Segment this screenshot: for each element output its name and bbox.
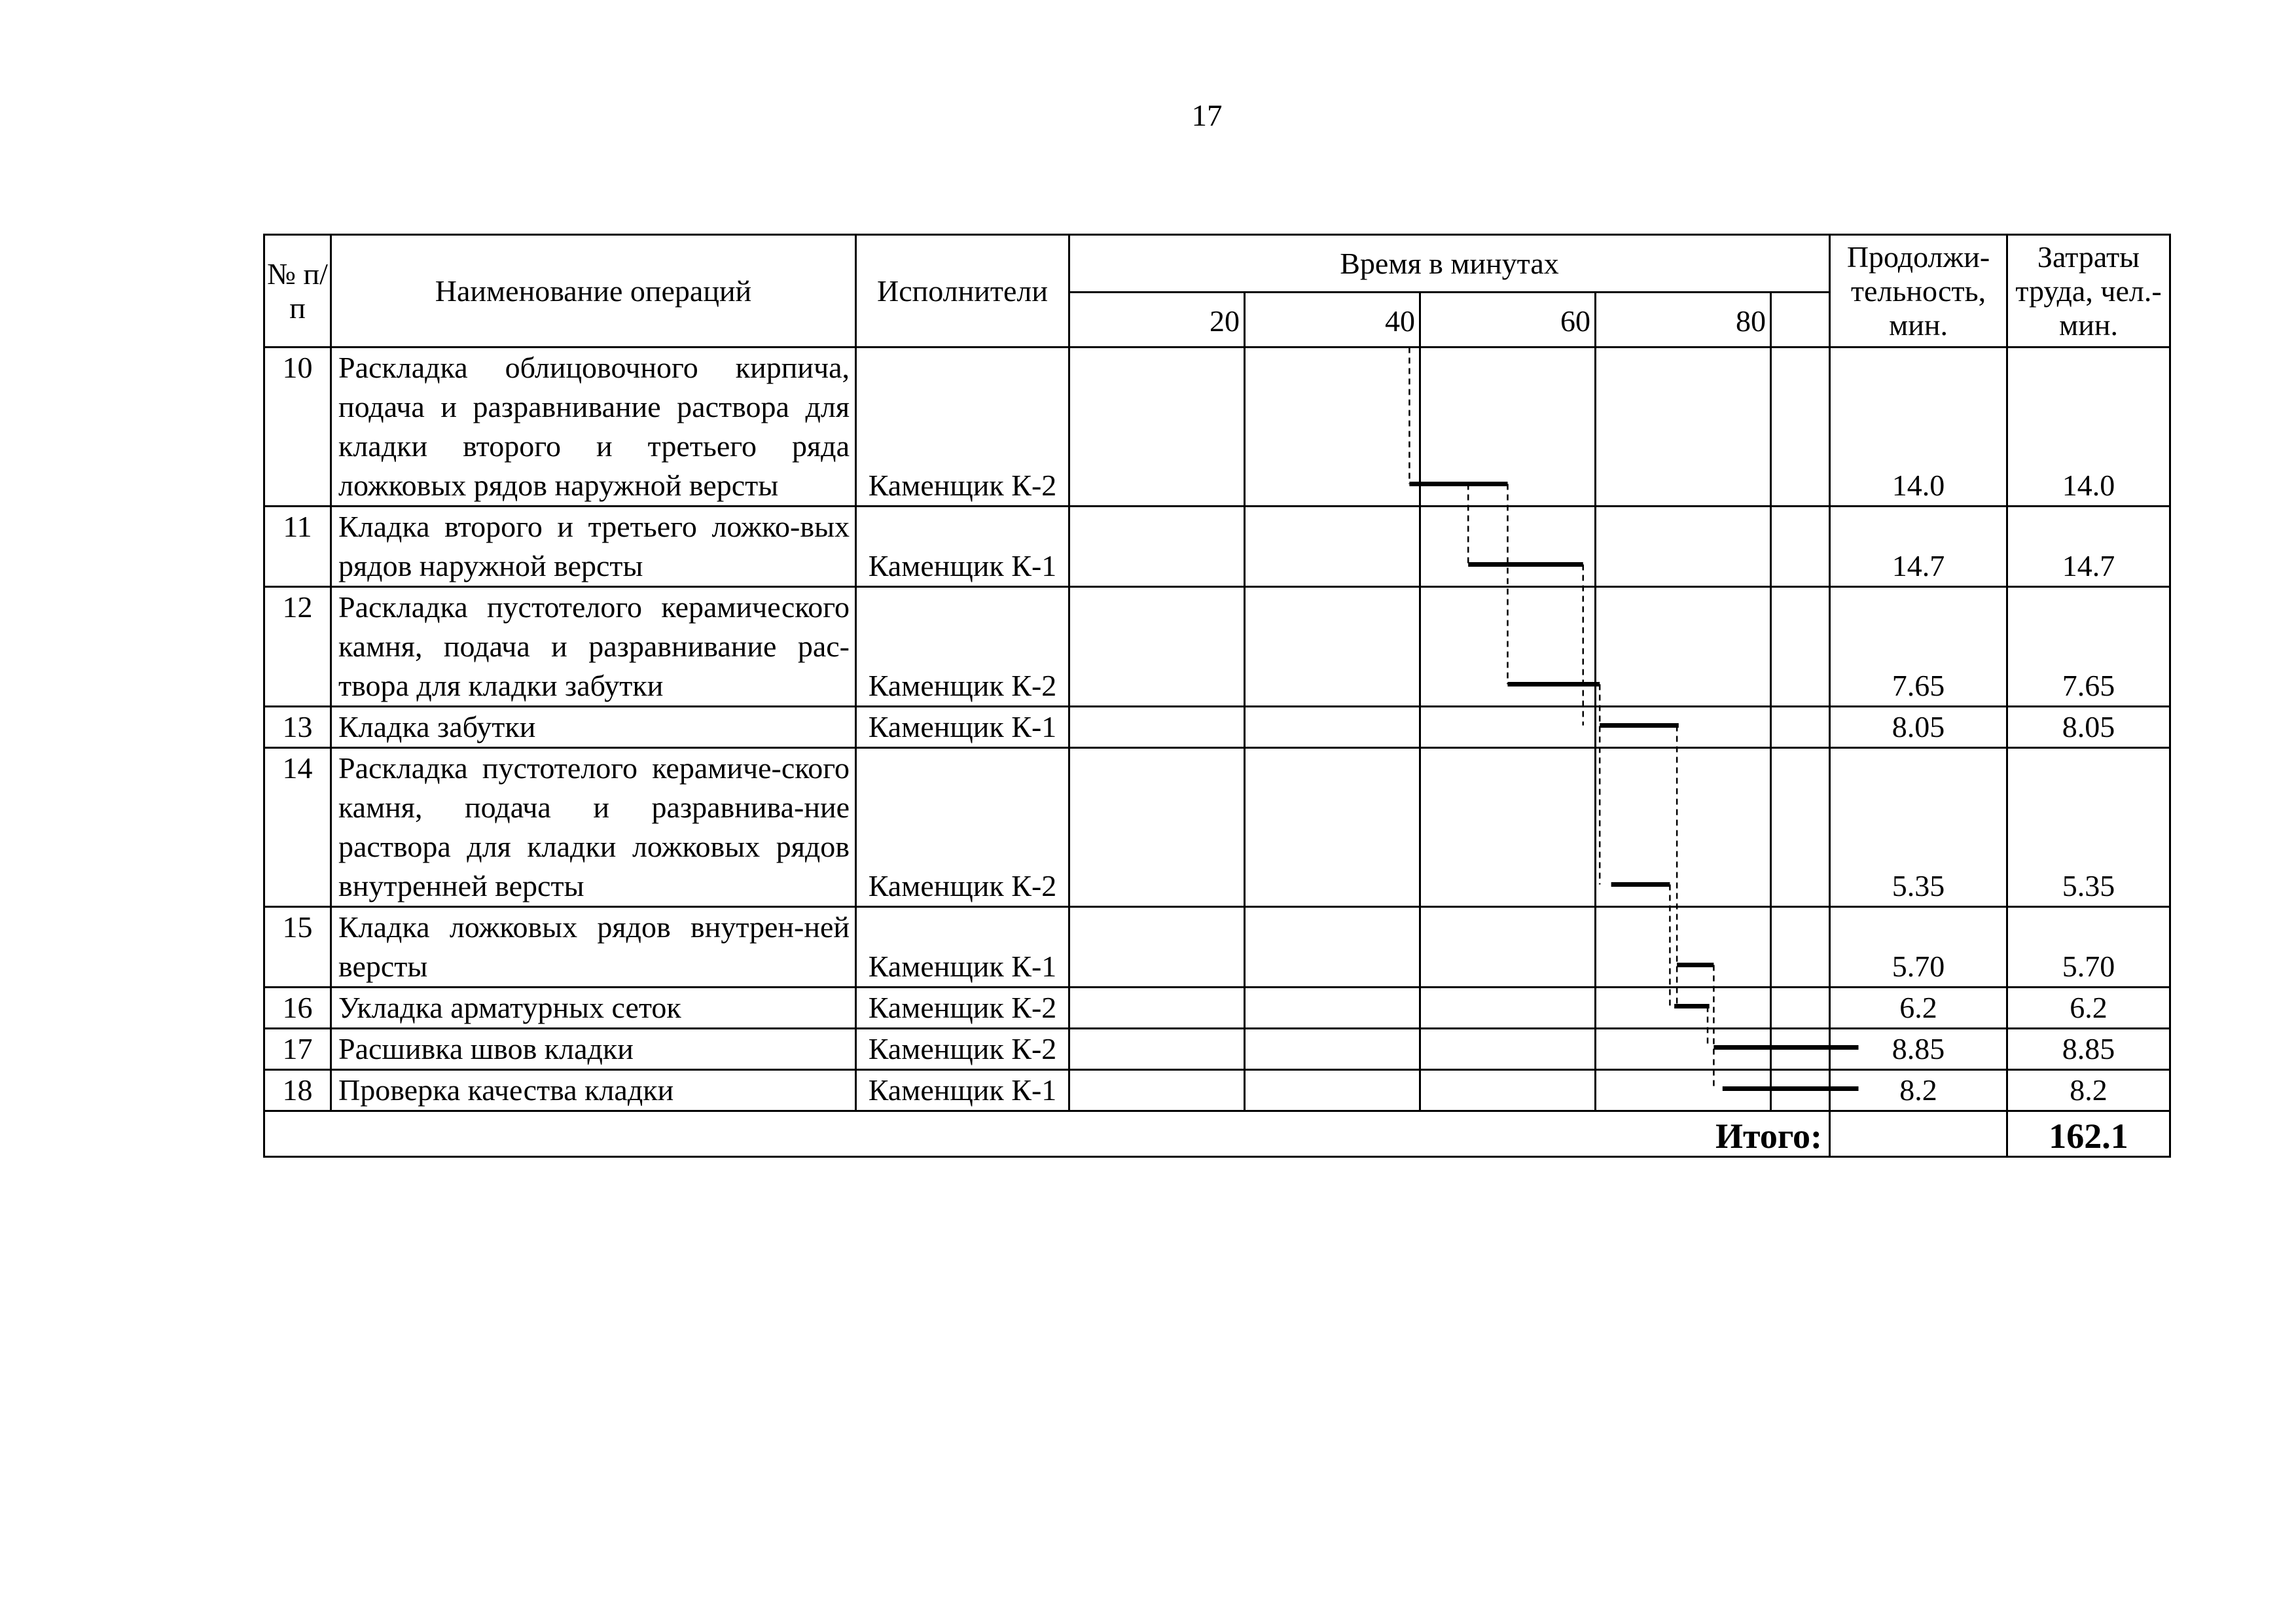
duration-value: 6.2 bbox=[1830, 988, 2007, 1029]
row-number: 18 bbox=[264, 1070, 331, 1111]
duration-value: 5.35 bbox=[1830, 748, 2007, 907]
header-num: № п/п bbox=[264, 235, 331, 348]
labor-value: 5.70 bbox=[2007, 907, 2170, 988]
duration-value: 8.05 bbox=[1830, 707, 2007, 748]
time-tick: 40 bbox=[1245, 293, 1420, 348]
executor: Каменщик К-1 bbox=[856, 1070, 1069, 1111]
time-tick: 60 bbox=[1420, 293, 1596, 348]
duration-value: 14.7 bbox=[1830, 507, 2007, 587]
duration-value: 5.70 bbox=[1830, 907, 2007, 988]
executor: Каменщик К-2 bbox=[856, 587, 1069, 707]
executor: Каменщик К-2 bbox=[856, 988, 1069, 1029]
labor-value: 7.65 bbox=[2007, 587, 2170, 707]
operation-name: Проверка качества кладки bbox=[331, 1070, 856, 1111]
row-number: 12 bbox=[264, 587, 331, 707]
row-number: 16 bbox=[264, 988, 331, 1029]
executor: Каменщик К-2 bbox=[856, 1029, 1069, 1070]
executor: Каменщик К-1 bbox=[856, 707, 1069, 748]
header-time: Время в минутах bbox=[1069, 235, 1830, 293]
header-operation-name: Наименование операций bbox=[331, 235, 856, 348]
operation-name: Кладка забутки bbox=[331, 707, 856, 748]
executor: Каменщик К-1 bbox=[856, 907, 1069, 988]
labor-value: 14.0 bbox=[2007, 348, 2170, 507]
operation-name: Кладка ложковых рядов внутрен-ней версты bbox=[331, 907, 856, 988]
time-tick: 80 bbox=[1596, 293, 1771, 348]
duration-value: 7.65 bbox=[1830, 587, 2007, 707]
duration-value: 8.85 bbox=[1830, 1029, 2007, 1070]
duration-value: 8.2 bbox=[1830, 1070, 2007, 1111]
labor-value: 8.2 bbox=[2007, 1070, 2170, 1111]
total-value: 162.1 bbox=[2007, 1111, 2170, 1157]
executor: Каменщик К-2 bbox=[856, 348, 1069, 507]
duration-value: 14.0 bbox=[1830, 348, 2007, 507]
operation-name: Раскладка облицовочного кирпича, подача и разравнивание раствора для кладки второго и третьего ряда ложковых рядов наружной версты bbox=[331, 348, 856, 507]
labor-value: 6.2 bbox=[2007, 988, 2170, 1029]
executor: Каменщик К-2 bbox=[856, 748, 1069, 907]
labor-value: 8.85 bbox=[2007, 1029, 2170, 1070]
row-number: 17 bbox=[264, 1029, 331, 1070]
total-label: Итого: bbox=[264, 1111, 1830, 1157]
header-labor: Затраты труда, чел.-мин. bbox=[2007, 235, 2170, 348]
header-duration: Продолжи-тельность, мин. bbox=[1830, 235, 2007, 348]
operation-name: Раскладка пустотелого керамического камня, подача и разравнивание рас-твора для кладки забутки bbox=[331, 587, 856, 707]
operation-name: Кладка второго и третьего ложко-вых рядов наружной версты bbox=[331, 507, 856, 587]
row-number: 11 bbox=[264, 507, 331, 587]
row-number: 14 bbox=[264, 748, 331, 907]
row-number: 13 bbox=[264, 707, 331, 748]
operation-name: Раскладка пустотелого керамиче-ского камня, подача и разравнива-ние раствора для кладки ложковых рядов внутренней версты bbox=[331, 748, 856, 907]
operation-name: Укладка арматурных сеток bbox=[331, 988, 856, 1029]
executor: Каменщик К-1 bbox=[856, 507, 1069, 587]
labor-value: 8.05 bbox=[2007, 707, 2170, 748]
row-number: 15 bbox=[264, 907, 331, 988]
operation-name: Расшивка швов кладки bbox=[331, 1029, 856, 1070]
header-executors: Исполнители bbox=[856, 235, 1069, 348]
row-number: 10 bbox=[264, 348, 331, 507]
time-tick: 20 bbox=[1069, 293, 1245, 348]
labor-value: 5.35 bbox=[2007, 748, 2170, 907]
page-number: 17 bbox=[1191, 99, 1223, 133]
labor-value: 14.7 bbox=[2007, 507, 2170, 587]
